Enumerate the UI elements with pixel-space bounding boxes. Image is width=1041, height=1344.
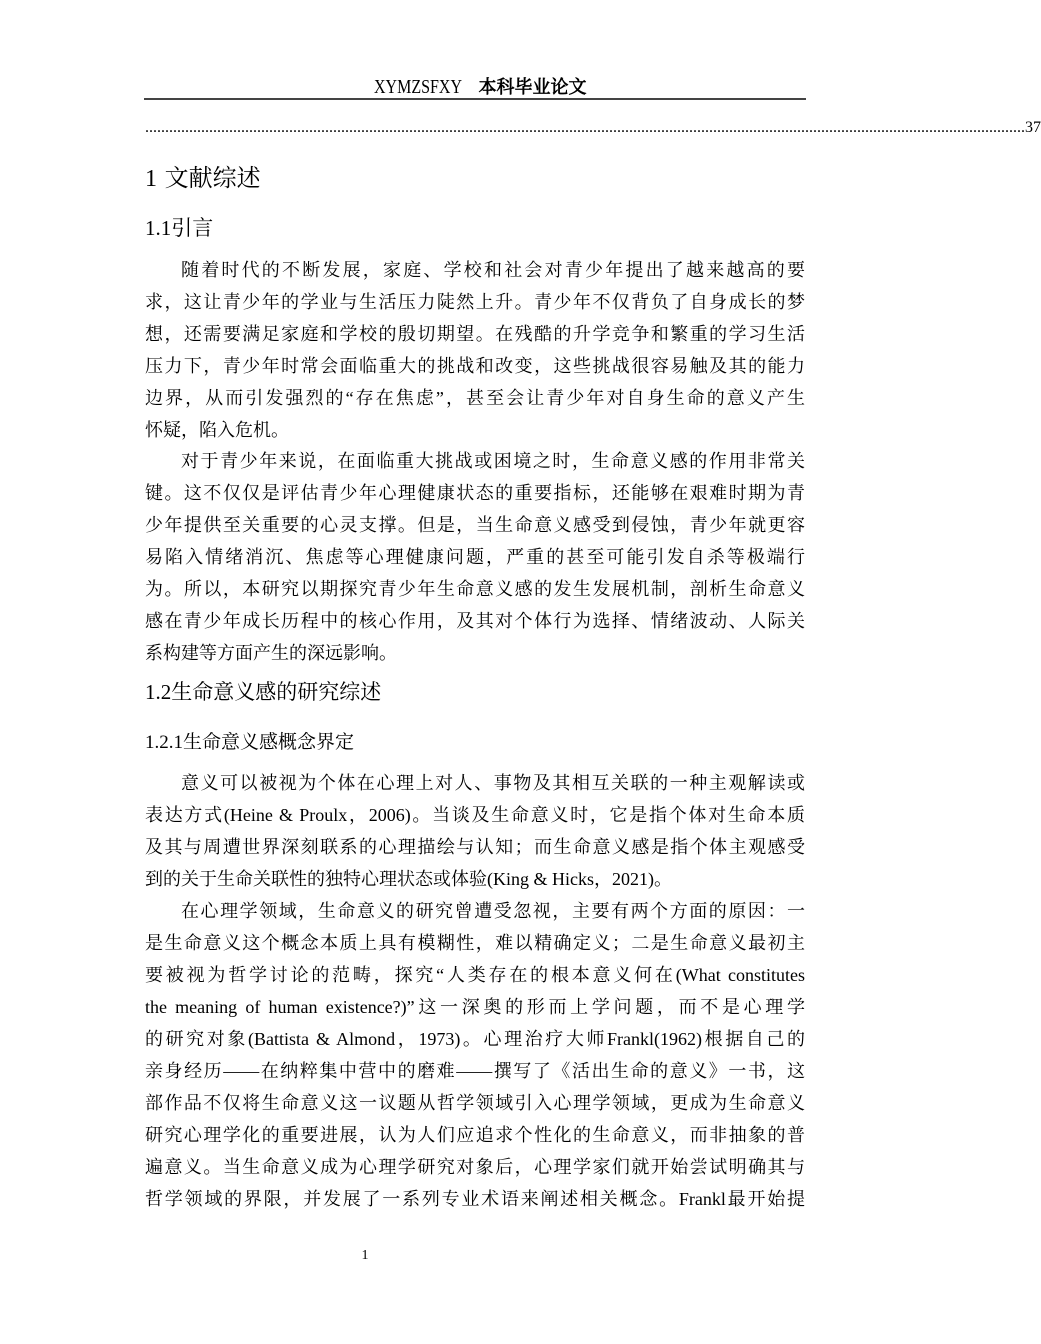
text-line: 哲学领域的界限，并发展了一系列专业术语来阐述相关概念。Frankl最开始提 — [145, 1189, 805, 1209]
paragraph-1 — [145, 254, 805, 446]
text-line: 对于青少年来说，在面临重大挑战或困境之时，生命意义感的作用非常关 — [181, 451, 805, 471]
text-line: 少年提供至关重要的心灵支撑。但是，当生命意义感受到侵蚀，青少年就更容 — [145, 515, 805, 535]
heading-number: 1.1 — [145, 216, 172, 240]
text-line: 随着时代的不断发展，家庭、学校和社会对青少年提出了越来越高的要 — [181, 260, 805, 280]
paragraph-3 — [145, 767, 805, 895]
paragraph-4 — [145, 895, 805, 1215]
text-line: 到的关于生命关联性的独特心理状态或体验(King & Hicks，2021)。 — [145, 869, 672, 889]
header-title: 本科毕业论文 — [478, 77, 587, 98]
heading-title: 生命意义感概念界定 — [183, 731, 355, 753]
text-line: 及其与周遭世界深刻联系的心理描绘与认知；而生命意义感是指个体主观感受 — [145, 837, 805, 857]
text-line: 求，这让青少年的学业与生活压力陡然上升。青少年不仅背负了自身成长的梦 — [145, 292, 805, 312]
text-line: 亲身经历——在纳粹集中营中的磨难——撰写了《活出生命的意义》一书，这 — [145, 1061, 805, 1081]
header-latin: XYMZSFXY — [374, 76, 463, 98]
text-line: 表达方式(Heine & Proulx，2006)。当谈及生命意义时，它是指个体对生命本质 — [145, 805, 805, 825]
text-line: 研究心理学化的重要进展，认为人们应追求个性化的生命意义，而非抽象的普 — [145, 1125, 805, 1145]
text-line: 键。这不仅仅是评估青少年心理健康状态的重要指标，还能够在艰难时期为青 — [145, 483, 805, 503]
heading-1-2 — [145, 677, 381, 707]
header-rule — [144, 98, 806, 100]
heading-1 — [145, 161, 261, 196]
text-line: 遍意义。当生命意义成为心理学研究对象后，心理学家们就开始尝试明确其与 — [145, 1157, 805, 1177]
text-line: 系构建等方面产生的深远影响。 — [145, 643, 397, 663]
text-line: 边界，从而引发强烈的“存在焦虑”，甚至会让青少年对自身生命的意义产生 — [145, 388, 805, 408]
text-line: the meaning of human existence?)”这一深奥的形而上学问题，而不是心理学 — [145, 997, 805, 1017]
toc-leader-dots: ............................................................................................................................................................................................................................ — [145, 119, 1025, 136]
text-line: 为。所以，本研究以期探究青少年生命意义感的发生发展机制，剖析生命意义 — [145, 579, 805, 599]
paragraph-2 — [145, 445, 805, 669]
text-line: 要被视为哲学讨论的范畴，探究“人类存在的根本意义何在(What constitutes — [145, 965, 805, 985]
heading-title: 文献综述 — [164, 164, 261, 192]
heading-title: 生命意义感的研究综述 — [171, 680, 382, 704]
text-line: 的研究对象(Battista & Almond，1973)。心理治疗大师Frankl(1962)根据自己的 — [145, 1029, 805, 1049]
heading-1-2-1 — [145, 728, 354, 757]
heading-number: 1.2 — [145, 680, 172, 704]
heading-number: 1 — [145, 166, 157, 192]
heading-1-1 — [145, 213, 213, 243]
text-line: 易陷入情绪消沉、焦虑等心理健康问题，严重的甚至可能引发自杀等极端行 — [145, 547, 805, 567]
text-line: 想，还需要满足家庭和学校的殷切期望。在残酷的升学竞争和繁重的学习生活 — [145, 324, 805, 344]
toc-tail-entry — [145, 116, 1041, 140]
text-line: 是生命意义这个概念本质上具有模糊性，难以精确定义；二是生命意义最初主 — [145, 933, 805, 953]
page-number: 1 — [361, 1248, 369, 1263]
text-line: 部作品不仅将生命意义这一议题从哲学领域引入心理学领域，更成为生命意义 — [145, 1093, 805, 1113]
heading-title: 引言 — [171, 216, 214, 240]
text-line: 压力下，青少年时常会面临重大的挑战和改变，这些挑战很容易触及其的能力 — [145, 356, 805, 376]
text-line: 感在青少年成长历程中的核心作用，及其对个体行为选择、情绪波动、人际关 — [145, 611, 805, 631]
heading-number: 1.2.1 — [145, 732, 183, 753]
toc-page-number: 37 — [1025, 119, 1041, 136]
text-line: 意义可以被视为个体在心理上对人、事物及其相互关联的一种主观解读或 — [181, 773, 805, 793]
text-line: 怀疑，陷入危机。 — [145, 420, 289, 440]
text-line: 在心理学领域，生命意义的研究曾遭受忽视，主要有两个方面的原因：一 — [181, 901, 805, 921]
